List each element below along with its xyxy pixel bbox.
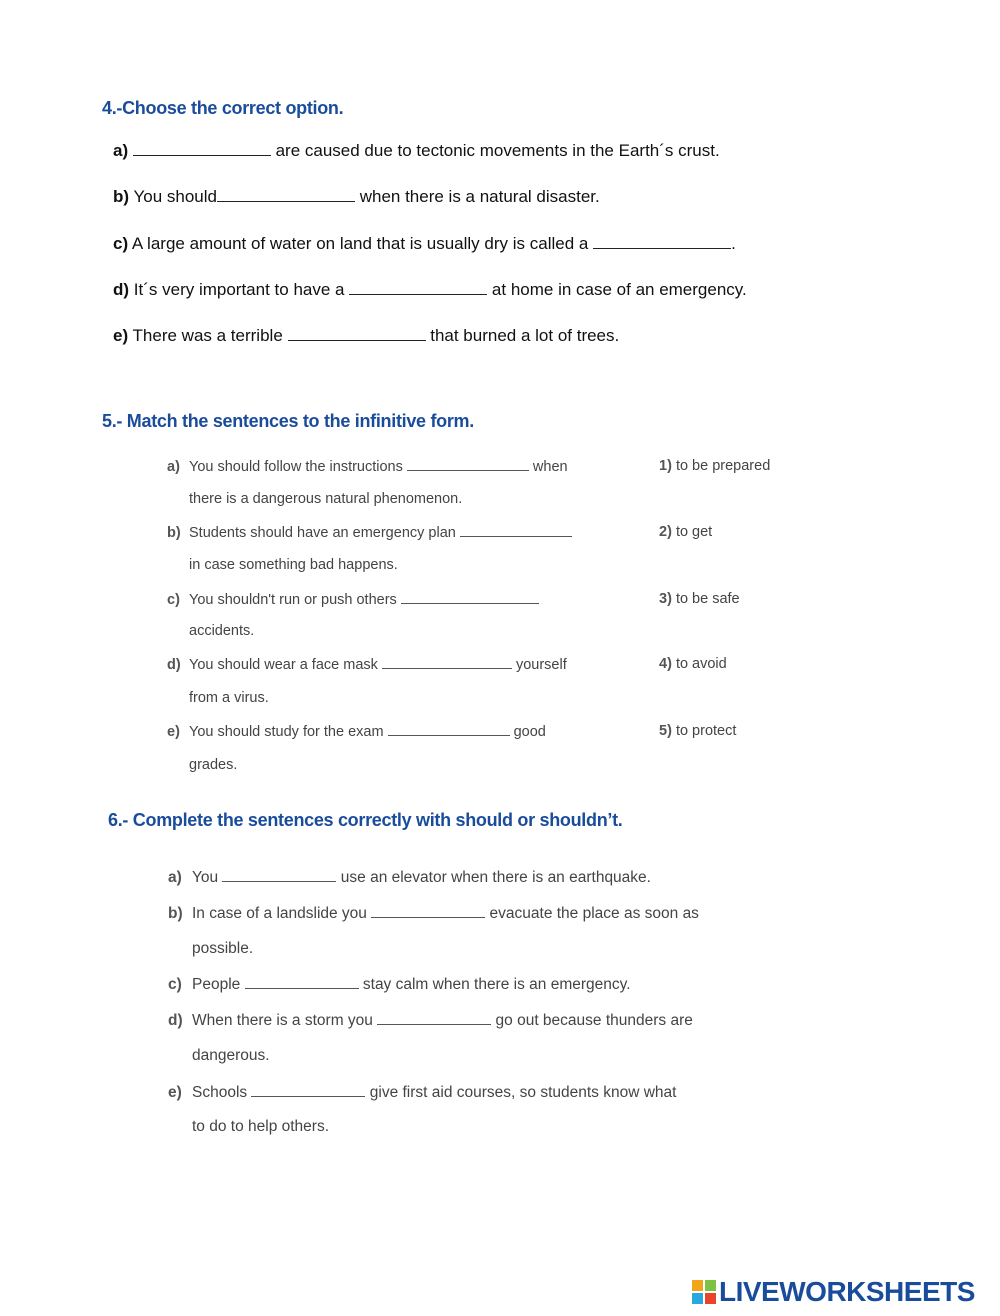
s5-item-d-line2: from a virus. — [189, 690, 269, 706]
answer-blank[interactable] — [288, 326, 426, 341]
s5-item-c — [167, 591, 539, 608]
item-text-after: that burned a lot of trees. — [425, 326, 620, 345]
answer-blank[interactable] — [401, 591, 539, 604]
answer-blank[interactable] — [460, 524, 572, 537]
s4-item-d — [113, 280, 747, 300]
item-label: b) — [168, 905, 183, 922]
item-text-after: use an elevator when there is an earthquake. — [336, 869, 651, 886]
item-text-after: go out because thunders are — [491, 1012, 693, 1029]
s4-item-b — [113, 187, 600, 207]
option-5 — [659, 723, 736, 739]
s6-item-a — [168, 868, 651, 887]
item-label: e) — [168, 1084, 182, 1101]
answer-blank[interactable] — [407, 458, 529, 471]
answer-blank[interactable] — [593, 234, 731, 249]
logo-icon — [692, 1280, 716, 1304]
s6-item-c — [168, 975, 631, 994]
option-text: to avoid — [675, 656, 727, 672]
item-label: e) — [113, 326, 129, 345]
s5-item-d — [167, 656, 567, 673]
item-text-after: when there is a natural disaster. — [354, 187, 600, 206]
item-text-before: In case of a landslide you — [192, 905, 372, 922]
option-text: to get — [675, 524, 713, 540]
answer-blank[interactable] — [217, 187, 355, 202]
item-text-before: There was a terrible — [132, 326, 288, 345]
item-label: b) — [167, 525, 181, 541]
logo-tile — [705, 1293, 716, 1304]
answer-blank[interactable] — [382, 656, 512, 669]
item-text-after: stay calm when there is an emergency. — [358, 976, 631, 993]
item-text-before: People — [192, 976, 245, 993]
item-text-after: yourself — [511, 657, 567, 673]
s6-item-b — [168, 904, 699, 923]
item-text-before: You should wear a face mask — [189, 657, 382, 673]
option-label: 1) — [659, 458, 672, 474]
item-text-after: . — [731, 234, 736, 253]
section-4-title: 4.-Choose the correct option. — [102, 98, 344, 118]
s4-item-e — [113, 326, 619, 346]
option-1 — [659, 458, 770, 474]
item-label: d) — [167, 657, 181, 673]
answer-blank[interactable] — [371, 904, 485, 918]
item-label: a) — [113, 141, 129, 160]
s5-item-e-line2: grades. — [189, 757, 238, 773]
option-text: to be prepared — [675, 458, 771, 474]
answer-blank[interactable] — [377, 1011, 491, 1025]
s5-item-b-line2: in case something bad happens. — [189, 557, 398, 573]
s6-item-d — [168, 1011, 693, 1030]
item-label: e) — [167, 724, 180, 740]
item-text-before: You shouldn't run or push others — [189, 592, 401, 608]
item-label: a) — [167, 459, 180, 475]
answer-blank[interactable] — [133, 141, 271, 156]
answer-blank[interactable] — [349, 280, 487, 295]
section-5-title: 5.- Match the sentences to the infinitive form. — [102, 411, 474, 431]
item-label: a) — [168, 869, 182, 886]
logo-tile — [692, 1293, 703, 1304]
item-text-before: You should — [133, 187, 217, 206]
option-label: 4) — [659, 656, 672, 672]
item-text-before: Schools — [192, 1084, 252, 1101]
liveworksheets-logo[interactable] — [692, 1276, 975, 1308]
item-text-before: A large amount of water on land that is usually dry is called a — [131, 234, 594, 253]
item-text-after: good — [509, 724, 546, 740]
item-label: c) — [113, 234, 129, 253]
option-label: 2) — [659, 524, 672, 540]
item-text-after: at home in case of an emergency. — [487, 280, 747, 299]
option-2 — [659, 524, 712, 540]
item-text-after: evacuate the place as soon as — [485, 905, 699, 922]
s6-item-e-line2: to do to help others. — [192, 1118, 330, 1135]
logo-tile — [692, 1280, 703, 1291]
answer-blank[interactable] — [251, 1083, 365, 1097]
logo-tile — [705, 1280, 716, 1291]
s6-item-e — [168, 1083, 676, 1102]
s6-item-d-line2: dangerous. — [192, 1047, 270, 1064]
item-text-before: Students should have an emergency plan — [189, 525, 460, 541]
s4-item-c — [113, 234, 736, 254]
s5-item-a — [167, 458, 568, 475]
s5-item-c-line2: accidents. — [189, 623, 255, 639]
option-label: 3) — [659, 591, 672, 607]
item-label: d) — [113, 280, 130, 299]
item-text-after: when — [528, 459, 568, 475]
s5-item-e — [167, 723, 546, 740]
option-text: to be safe — [675, 591, 740, 607]
item-text-before: You should study for the exam — [189, 724, 388, 740]
answer-blank[interactable] — [222, 868, 336, 882]
item-text-before: You — [192, 869, 223, 886]
answer-blank[interactable] — [245, 975, 359, 989]
item-label: d) — [168, 1012, 183, 1029]
s5-item-b — [167, 524, 572, 541]
s4-item-a — [113, 141, 720, 161]
logo-text: LIVEWORKSHEETS — [719, 1276, 975, 1307]
item-text-after: give first aid courses, so students know what — [365, 1084, 677, 1101]
item-text-after: are caused due to tectonic movements in the Earth´s crust. — [270, 141, 720, 160]
item-label: c) — [168, 976, 182, 993]
s5-item-a-line2: there is a dangerous natural phenomenon. — [189, 491, 463, 507]
option-label: 5) — [659, 723, 672, 739]
item-text-before: You should follow the instructions — [189, 459, 407, 475]
s6-item-b-line2: possible. — [192, 940, 254, 957]
section-6-title: 6.- Complete the sentences correctly with should or shouldn’t. — [108, 810, 623, 830]
item-label: c) — [167, 592, 180, 608]
option-4 — [659, 656, 727, 672]
item-text-before: It´s very important to have a — [133, 280, 350, 299]
item-label: b) — [113, 187, 130, 206]
option-3 — [659, 591, 740, 607]
item-text-before: When there is a storm you — [192, 1012, 378, 1029]
option-text: to protect — [675, 723, 737, 739]
answer-blank[interactable] — [388, 723, 510, 736]
